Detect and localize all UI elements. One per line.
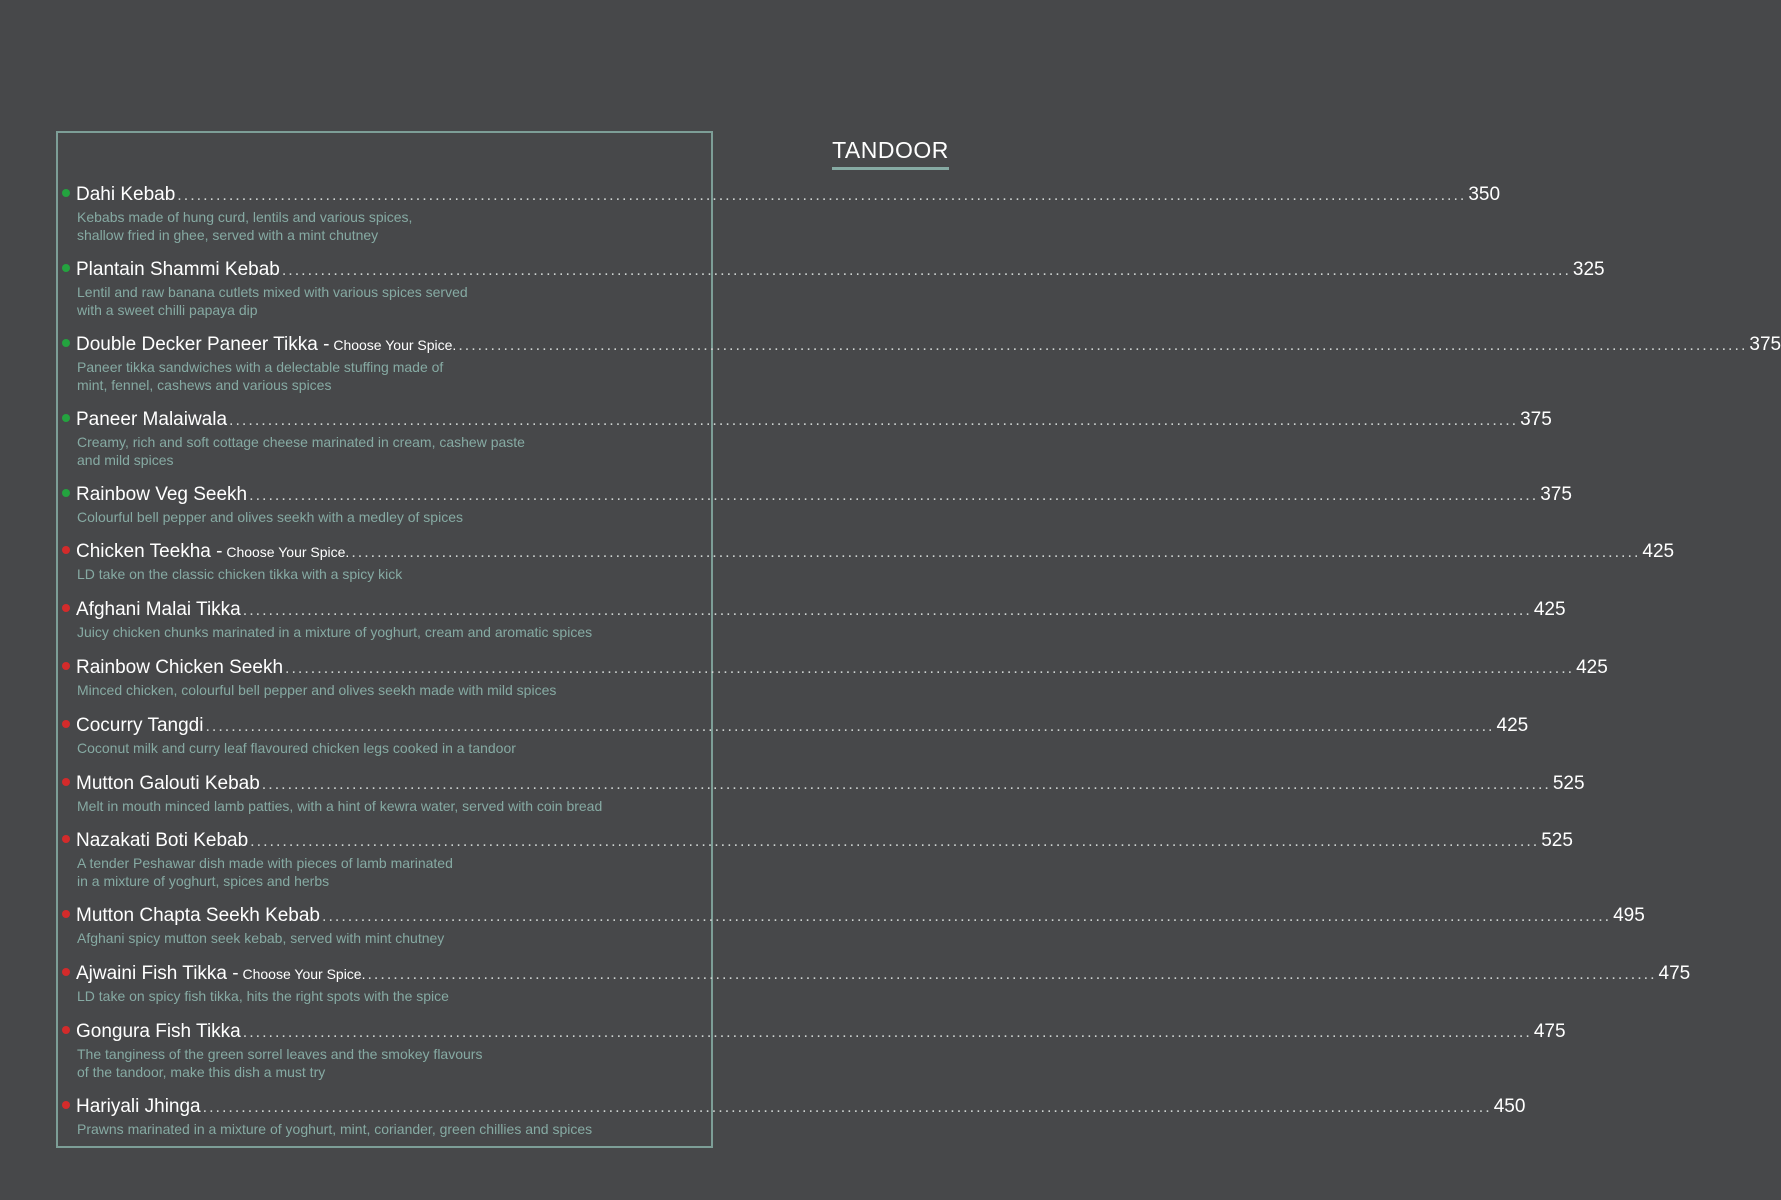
veg-indicator-icon: [62, 264, 70, 272]
dot-leader: ........................................................................................................................................................................................................: [205, 718, 1495, 735]
menu-item: [62, 259, 1605, 319]
menu-item: [62, 830, 1573, 890]
menu-item-price: 425: [1533, 599, 1566, 620]
description-line: Minced chicken, colourful bell pepper and olives seekh made with mild spices: [77, 682, 557, 698]
menu-item-description: [62, 433, 702, 469]
menu-item-row: [62, 541, 1675, 565]
description-line: Afghani spicy mutton seek kebab, served with mint chutney: [77, 930, 445, 946]
menu-item-name: Nazakati Boti Kebab: [76, 830, 249, 851]
nonveg-indicator-icon: [62, 1101, 70, 1109]
menu-item-description: [62, 1045, 702, 1081]
dot-leader: ........................................................................................................................................................................................................: [458, 337, 1748, 354]
menu-item: [62, 905, 1645, 947]
menu-item-name: Ajwaini Fish Tikka -: [76, 963, 239, 984]
description-line: Coconut milk and curry leaf flavoured chicken legs cooked in a tandoor: [77, 740, 516, 756]
menu-item-description: [62, 797, 702, 815]
menu-item: [62, 773, 1585, 815]
dot-leader: ........................................................................................................................................................................................................: [250, 833, 1540, 850]
menu-item-description: [62, 283, 702, 319]
menu-item-description: [62, 739, 702, 757]
menu-item-price: 375: [1540, 484, 1572, 505]
menu-item-row: [62, 184, 1501, 208]
nonveg-indicator-icon: [62, 835, 70, 843]
description-line: mint, fennel, cashews and various spices: [77, 377, 332, 393]
menu-item-price: 450: [1493, 1096, 1526, 1117]
menu-item-price: 495: [1613, 905, 1645, 926]
description-line: Melt in mouth minced lamb patties, with a hint of kewra water, served with coin bread: [77, 798, 603, 814]
veg-indicator-icon: [62, 414, 70, 422]
menu-item: [62, 1021, 1566, 1081]
menu-item-description: [62, 854, 702, 890]
menu-item-name: Cocurry Tangdi: [76, 715, 204, 736]
menu-item-row: [62, 259, 1605, 283]
section-title: TANDOOR: [0, 137, 1781, 170]
veg-indicator-icon: [62, 189, 70, 197]
description-line: Prawns marinated in a mixture of yoghurt, mint, coriander, green chillies and spices: [77, 1121, 593, 1137]
nonveg-indicator-icon: [62, 546, 70, 554]
description-line: with a sweet chilli papaya dip: [77, 302, 258, 318]
dot-leader: ........................................................................................................................................................................................................: [229, 412, 1519, 429]
menu-item: [62, 715, 1529, 757]
menu-item-row: [62, 409, 1552, 433]
nonveg-indicator-icon: [62, 910, 70, 918]
menu-item-name: Mutton Chapta Seekh Kebab: [76, 905, 321, 926]
menu-item-description: [62, 1120, 702, 1138]
menu-item-name: Plantain Shammi Kebab: [76, 259, 280, 280]
dot-leader: ........................................................................................................................................................................................................: [242, 602, 1532, 619]
nonveg-indicator-icon: [62, 604, 70, 612]
description-line: Kebabs made of hung curd, lentils and various spices,: [77, 209, 413, 225]
description-line: in a mixture of yoghurt, spices and herbs: [77, 873, 330, 889]
menu-item-price: 325: [1572, 259, 1605, 280]
dot-leader: ........................................................................................................................................................................................................: [367, 966, 1657, 983]
menu-item-name: Mutton Galouti Kebab: [76, 773, 260, 794]
menu-item-price: 375: [1520, 409, 1552, 430]
nonveg-indicator-icon: [62, 968, 70, 976]
menu-item: [62, 409, 1552, 469]
menu-item-description: [62, 565, 702, 583]
description-line: LD take on spicy fish tikka, hits the right spots with the spice: [77, 988, 449, 1004]
veg-indicator-icon: [62, 339, 70, 347]
menu-item: [62, 963, 1691, 1005]
menu-item-name: Rainbow Veg Seekh: [76, 484, 248, 505]
veg-indicator-icon: [62, 489, 70, 497]
menu-item-price: 475: [1658, 963, 1691, 984]
menu-item-description: [62, 929, 702, 947]
menu-item-row: [62, 1021, 1566, 1045]
menu-item-description: [62, 208, 702, 244]
menu-item-name: Chicken Teekha -: [76, 541, 223, 562]
menu-item-name: Dahi Kebab: [76, 184, 176, 205]
dot-leader: ........................................................................................................................................................................................................: [177, 187, 1467, 204]
description-line: Creamy, rich and soft cottage cheese marinated in cream, cashew paste: [77, 434, 525, 450]
dot-leader: ........................................................................................................................................................................................................: [285, 660, 1575, 677]
description-line: Lentil and raw banana cutlets mixed with various spices served: [77, 284, 468, 300]
dot-leader: ........................................................................................................................................................................................................: [202, 1099, 1492, 1116]
menu-item-description: [62, 358, 702, 394]
menu-item-row: [62, 599, 1566, 623]
menu-item-price: 525: [1541, 830, 1573, 851]
menu-item-price: 425: [1496, 715, 1529, 736]
description-line: of the tandoor, make this dish a must try: [77, 1064, 326, 1080]
description-line: Colourful bell pepper and olives seekh with a medley of spices: [77, 509, 463, 525]
menu-item-row: [62, 334, 1781, 358]
nonveg-indicator-icon: [62, 662, 70, 670]
menu-item-name: Double Decker Paneer Tikka -: [76, 334, 330, 355]
description-line: Paneer tikka sandwiches with a delectable stuffing made of: [77, 359, 444, 375]
menu-item-name: Paneer Malaiwala: [76, 409, 228, 430]
description-line: shallow fried in ghee, served with a mint chutney: [77, 227, 379, 243]
menu-item-row: [62, 773, 1585, 797]
menu-item-name: Rainbow Chicken Seekh: [76, 657, 284, 678]
nonveg-indicator-icon: [62, 1026, 70, 1034]
dot-leader: ........................................................................................................................................................................................................: [249, 487, 1539, 504]
dot-leader: ........................................................................................................................................................................................................: [242, 1024, 1532, 1041]
dot-leader: ........................................................................................................................................................................................................: [351, 544, 1641, 561]
menu-item-name: Gongura Fish Tikka: [76, 1021, 241, 1042]
menu-item-row: [62, 657, 1608, 681]
menu-item-row: [62, 1096, 1526, 1120]
nonveg-indicator-icon: [62, 720, 70, 728]
menu-item-row: [62, 963, 1691, 987]
description-line: and mild spices: [77, 452, 174, 468]
menu-item-name: Hariyali Jhinga: [76, 1096, 201, 1117]
menu-item-price: 425: [1576, 657, 1608, 678]
menu-item-row: [62, 715, 1529, 739]
menu-item: [62, 334, 1781, 394]
menu-item-price: 525: [1552, 773, 1585, 794]
description-line: LD take on the classic chicken tikka with a spicy kick: [77, 566, 403, 582]
description-line: A tender Peshawar dish made with pieces of lamb marinated: [77, 855, 453, 871]
menu-item-description: [62, 623, 702, 641]
menu-item-description: [62, 508, 702, 526]
menu-item-description: [62, 987, 702, 1005]
description-line: The tanginess of the green sorrel leaves and the smokey flavours: [77, 1046, 483, 1062]
nonveg-indicator-icon: [62, 778, 70, 786]
menu-item: [62, 484, 1572, 526]
menu-item: [62, 541, 1675, 583]
menu-item-spice-note: Choose Your Spice.: [238, 966, 366, 982]
menu-item-price: 475: [1533, 1021, 1566, 1042]
menu-item-row: [62, 484, 1572, 508]
menu-item-price: 350: [1468, 184, 1501, 205]
menu-item: [62, 184, 1501, 244]
dot-leader: ........................................................................................................................................................................................................: [261, 776, 1551, 793]
menu-item-description: [62, 681, 702, 699]
menu-item: [62, 1096, 1526, 1138]
menu-item-row: [62, 830, 1573, 854]
menu-item-spice-note: Choose Your Spice.: [329, 337, 457, 353]
menu-item: [62, 599, 1566, 641]
menu-item-price: 425: [1642, 541, 1675, 562]
menu-item-price: 375: [1749, 334, 1781, 355]
menu-item-spice-note: Choose Your Spice.: [222, 544, 350, 560]
dot-leader: ........................................................................................................................................................................................................: [322, 908, 1612, 925]
description-line: Juicy chicken chunks marinated in a mixture of yoghurt, cream and aromatic spices: [77, 624, 593, 640]
menu-item-row: [62, 905, 1645, 929]
dot-leader: ........................................................................................................................................................................................................: [281, 262, 1571, 279]
menu-item: [62, 657, 1608, 699]
menu-item-name: Afghani Malai Tikka: [76, 599, 241, 620]
